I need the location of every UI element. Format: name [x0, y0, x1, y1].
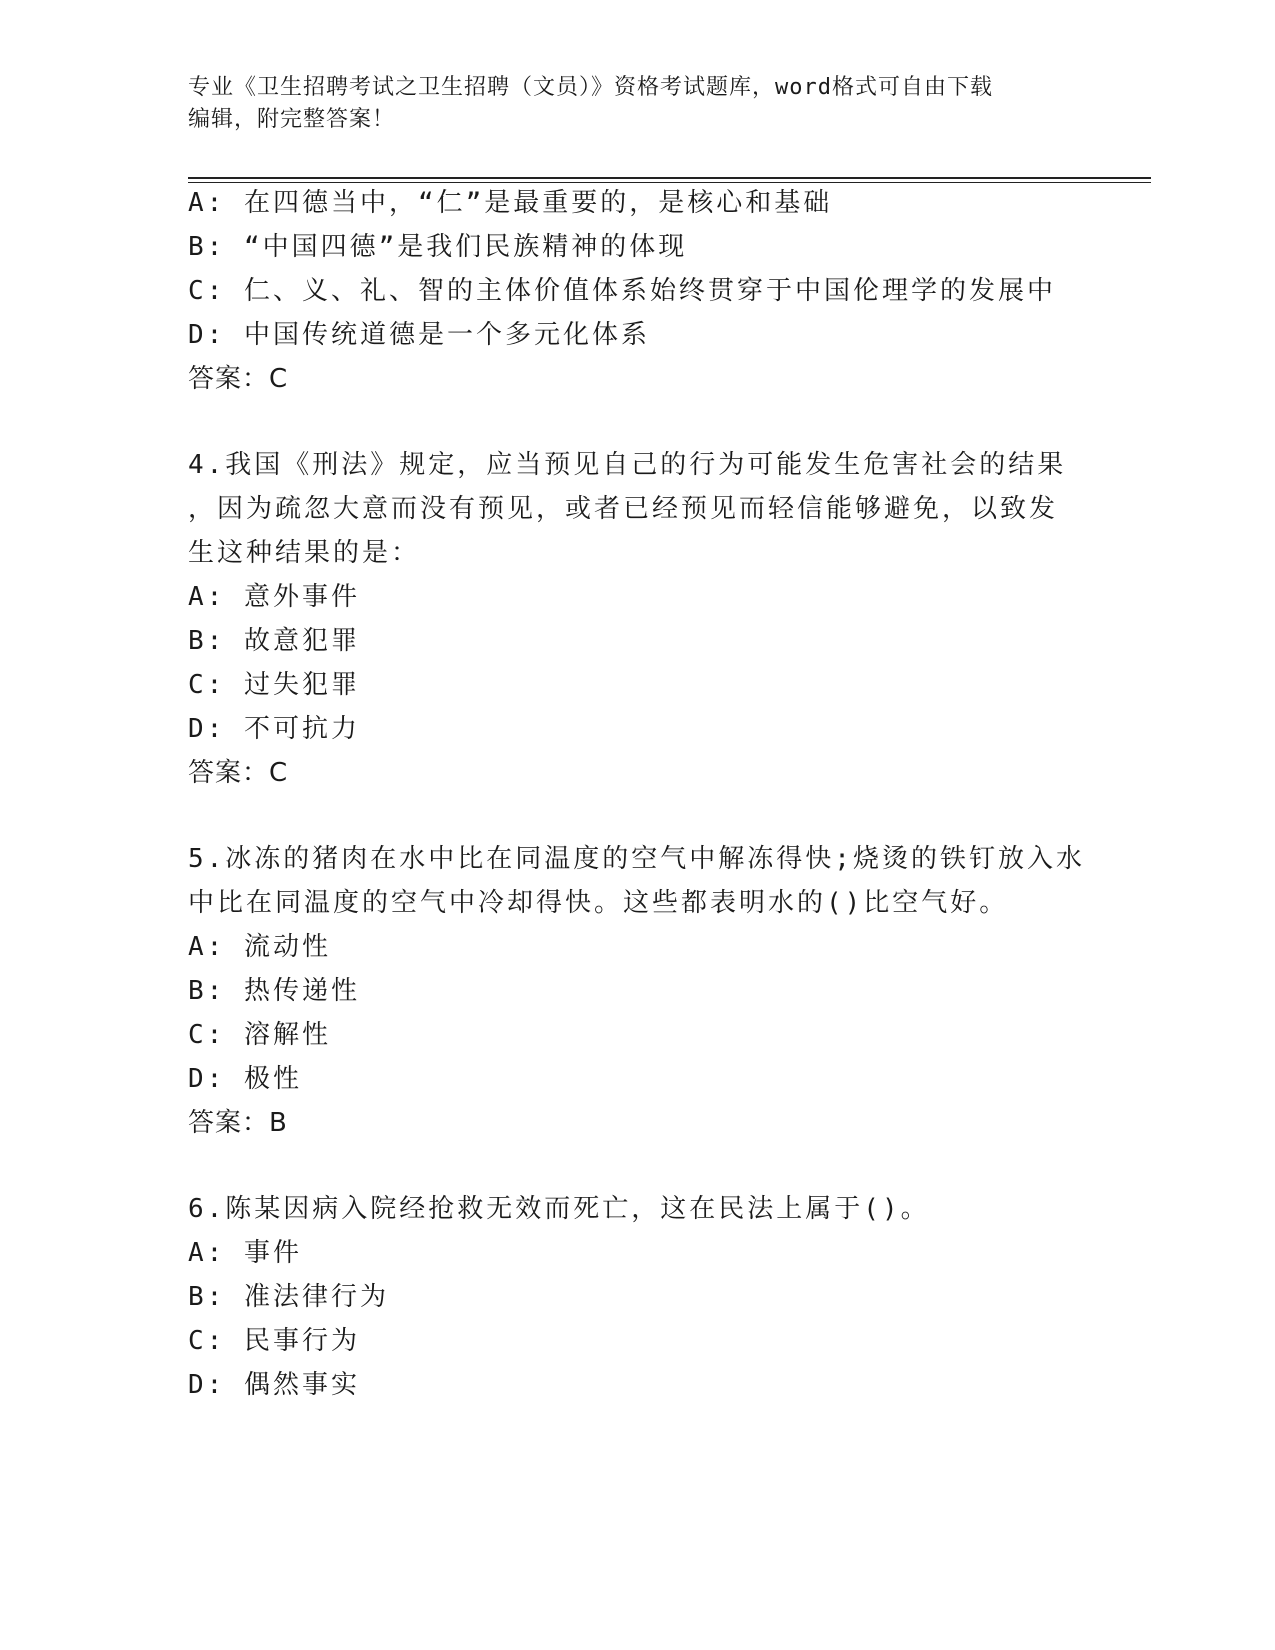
q4-option-d: D: 不可抗力 — [188, 714, 360, 744]
header-divider-thick — [188, 177, 1151, 179]
q4-stem-line-1: 4.我国《刑法》规定，应当预见自己的行为可能发生危害社会的结果 — [188, 450, 1067, 480]
q4-option-b: B: 故意犯罪 — [188, 626, 360, 656]
header-line-1: 专业《卫生招聘考试之卫生招聘（文员）》资格考试题库，word格式可自由下载 — [188, 75, 993, 100]
q3-option-b: B: “中国四德”是我们民族精神的体现 — [188, 232, 688, 262]
q5-option-b: B: 热传递性 — [188, 976, 360, 1006]
header-divider-thin — [188, 182, 1151, 183]
document-header — [188, 72, 1088, 136]
q6-option-a: A: 事件 — [188, 1238, 302, 1268]
q3-option-a: A: 在四德当中，“仁”是最重要的，是核心和基础 — [188, 188, 833, 218]
q5-stem-line-2: 中比在同温度的空气中冷却得快。这些都表明水的()比空气好。 — [188, 888, 1009, 918]
q4-stem-line-3: 生这种结果的是： — [188, 538, 421, 568]
q3-option-c: C: 仁、义、礼、智的主体价值体系始终贯穿于中国伦理学的发展中 — [188, 276, 1056, 306]
q5-option-a: A: 流动性 — [188, 932, 331, 962]
header-line-2: 编辑，附完整答案！ — [188, 107, 396, 132]
q4-option-c: C: 过失犯罪 — [188, 670, 360, 700]
q4-stem-line-2: ，因为疏忽大意而没有预见，或者已经预见而轻信能够避免，以致发 — [188, 494, 1059, 524]
q3-option-d: D: 中国传统道德是一个多元化体系 — [188, 320, 650, 350]
q5-option-d: D: 极性 — [188, 1064, 302, 1094]
q5-stem-line-1: 5.冰冻的猪肉在水中比在同温度的空气中解冻得快;烧烫的铁钉放入水 — [188, 844, 1085, 874]
q4-option-a: A: 意外事件 — [188, 582, 360, 612]
q6-option-c: C: 民事行为 — [188, 1326, 360, 1356]
q6-option-d: D: 偶然事实 — [188, 1370, 360, 1400]
q6-option-b: B: 准法律行为 — [188, 1282, 389, 1312]
q5-option-c: C: 溶解性 — [188, 1020, 331, 1050]
q3-answer: 答案：C — [188, 364, 289, 394]
q4-answer: 答案：C — [188, 758, 289, 788]
q5-answer: 答案：B — [188, 1108, 288, 1138]
q6-stem-line-1: 6.陈某因病入院经抢救无效而死亡，这在民法上属于()。 — [188, 1194, 930, 1224]
